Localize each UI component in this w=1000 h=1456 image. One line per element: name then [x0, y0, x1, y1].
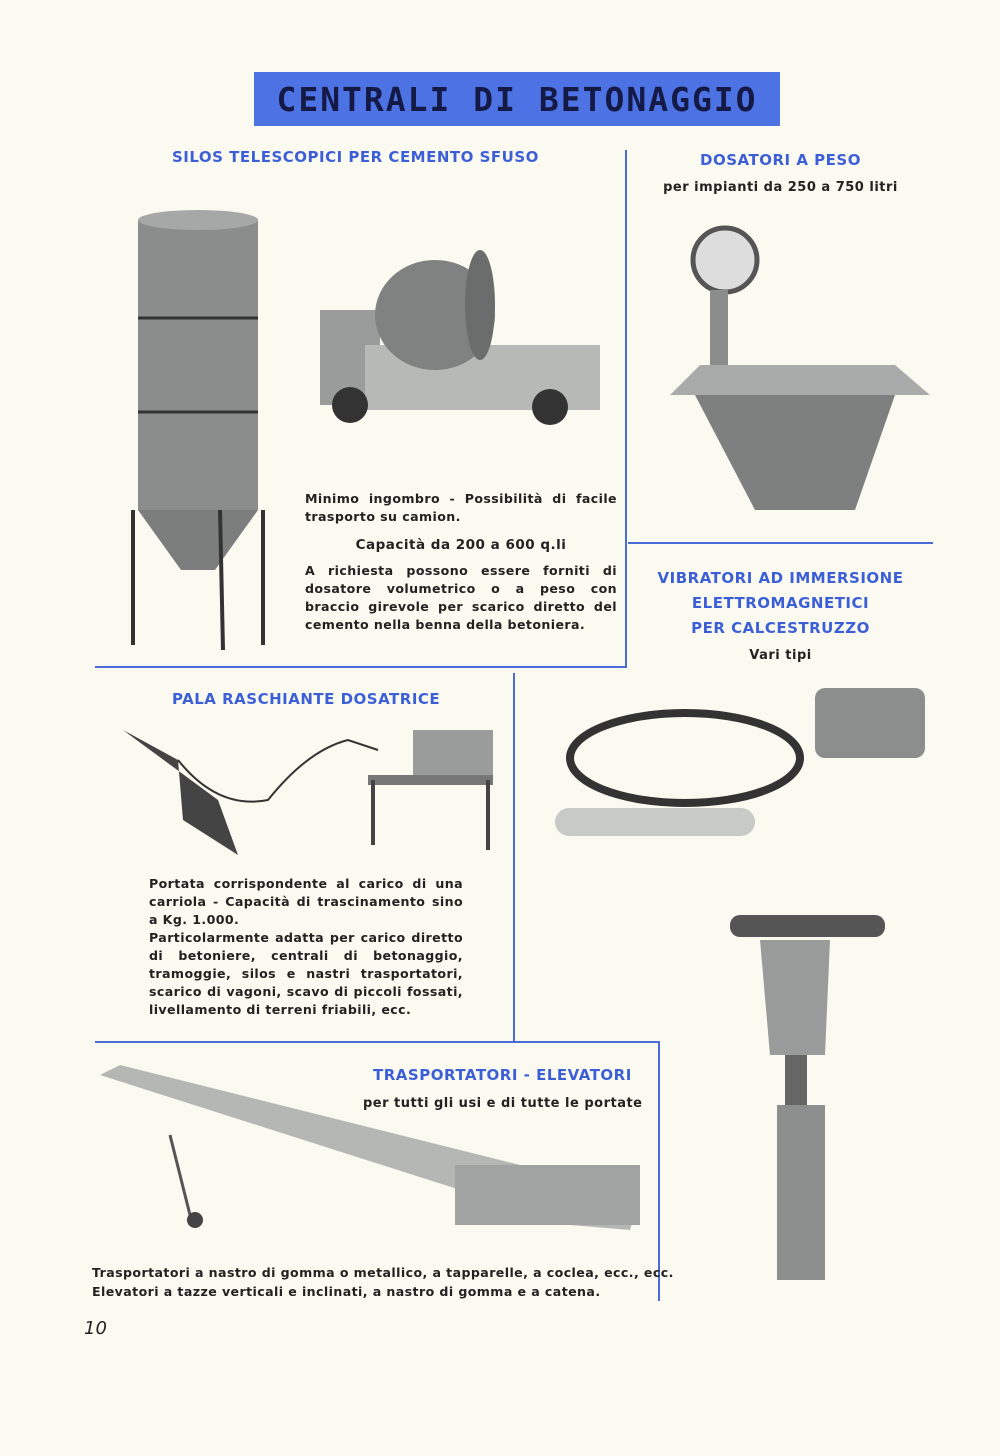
vibrator-hammer-photo: [730, 905, 890, 1285]
trasportatori-description: Trasportatori a nastro di gomma o metallico, a tapparelle, a coclea, ecc., ecc.: [92, 1265, 674, 1280]
vibratori-heading-line: PER CALCESTRUZZO: [691, 619, 870, 637]
divider: [658, 1041, 660, 1301]
weigh-batcher-photo: [655, 225, 935, 520]
truck-photo: [315, 245, 605, 430]
scraper-shovel-photo: [118, 720, 498, 860]
elevatori-description: Elevatori a tazze verticali e inclinati, a nastro di gomma e a catena.: [92, 1284, 601, 1299]
page-title: CENTRALI DI BETONAGGIO: [276, 79, 758, 119]
immersion-vibrator-photo: [555, 668, 935, 848]
trasportatori-heading: TRASPORTATORI - ELEVATORI: [373, 1066, 632, 1084]
vibratori-heading: [628, 566, 933, 641]
pala-heading: PALA RASCHIANTE DOSATRICE: [172, 690, 441, 708]
vibratori-subheading: Vari tipi: [749, 648, 812, 663]
page-number: 10: [84, 1318, 107, 1339]
pala-description: Particolarmente adatta per carico diretto di betoniere, centrali di betonaggio, tramoggie, silos e nastri trasportatori, scarico di vagoni, scavo di piccoli fossati, livellamento di terreni friabili, ecc.: [149, 930, 463, 1017]
conveyor-photo: [100, 1065, 645, 1260]
vibratori-heading-line: ELETTROMAGNETICI: [691, 594, 870, 612]
silo-photo: [125, 200, 270, 655]
pala-capacity: Portata corrispondente al carico di una carriola - Capacità di trascinamento sino a Kg. 1.000.: [149, 876, 463, 927]
dosatori-heading: DOSATORI A PESO: [700, 151, 861, 169]
silos-heading: SILOS TELESCOPICI PER CEMENTO SFUSO: [172, 148, 539, 166]
divider: [628, 542, 933, 544]
trasportatori-subheading: per tutti gli usi e di tutte le portate: [363, 1096, 643, 1111]
divider: [95, 666, 627, 668]
silos-capacity: Capacità da 200 a 600 q.li: [355, 537, 567, 553]
title-banner: [254, 72, 780, 126]
vibratori-heading-line: VIBRATORI AD IMMERSIONE: [657, 569, 904, 587]
silos-options: A richiesta possono essere forniti di dosatore volumetrico o a peso con braccio girevole per scarico diretto del cemento nella benna della betoniera.: [305, 563, 617, 632]
divider: [95, 1041, 660, 1043]
silos-description: Minimo ingombro - Possibilità di facile trasporto su camion.: [305, 491, 617, 524]
divider: [513, 673, 515, 1041]
divider: [625, 150, 627, 668]
dosatori-subheading: per impianti da 250 a 750 litri: [663, 180, 898, 195]
